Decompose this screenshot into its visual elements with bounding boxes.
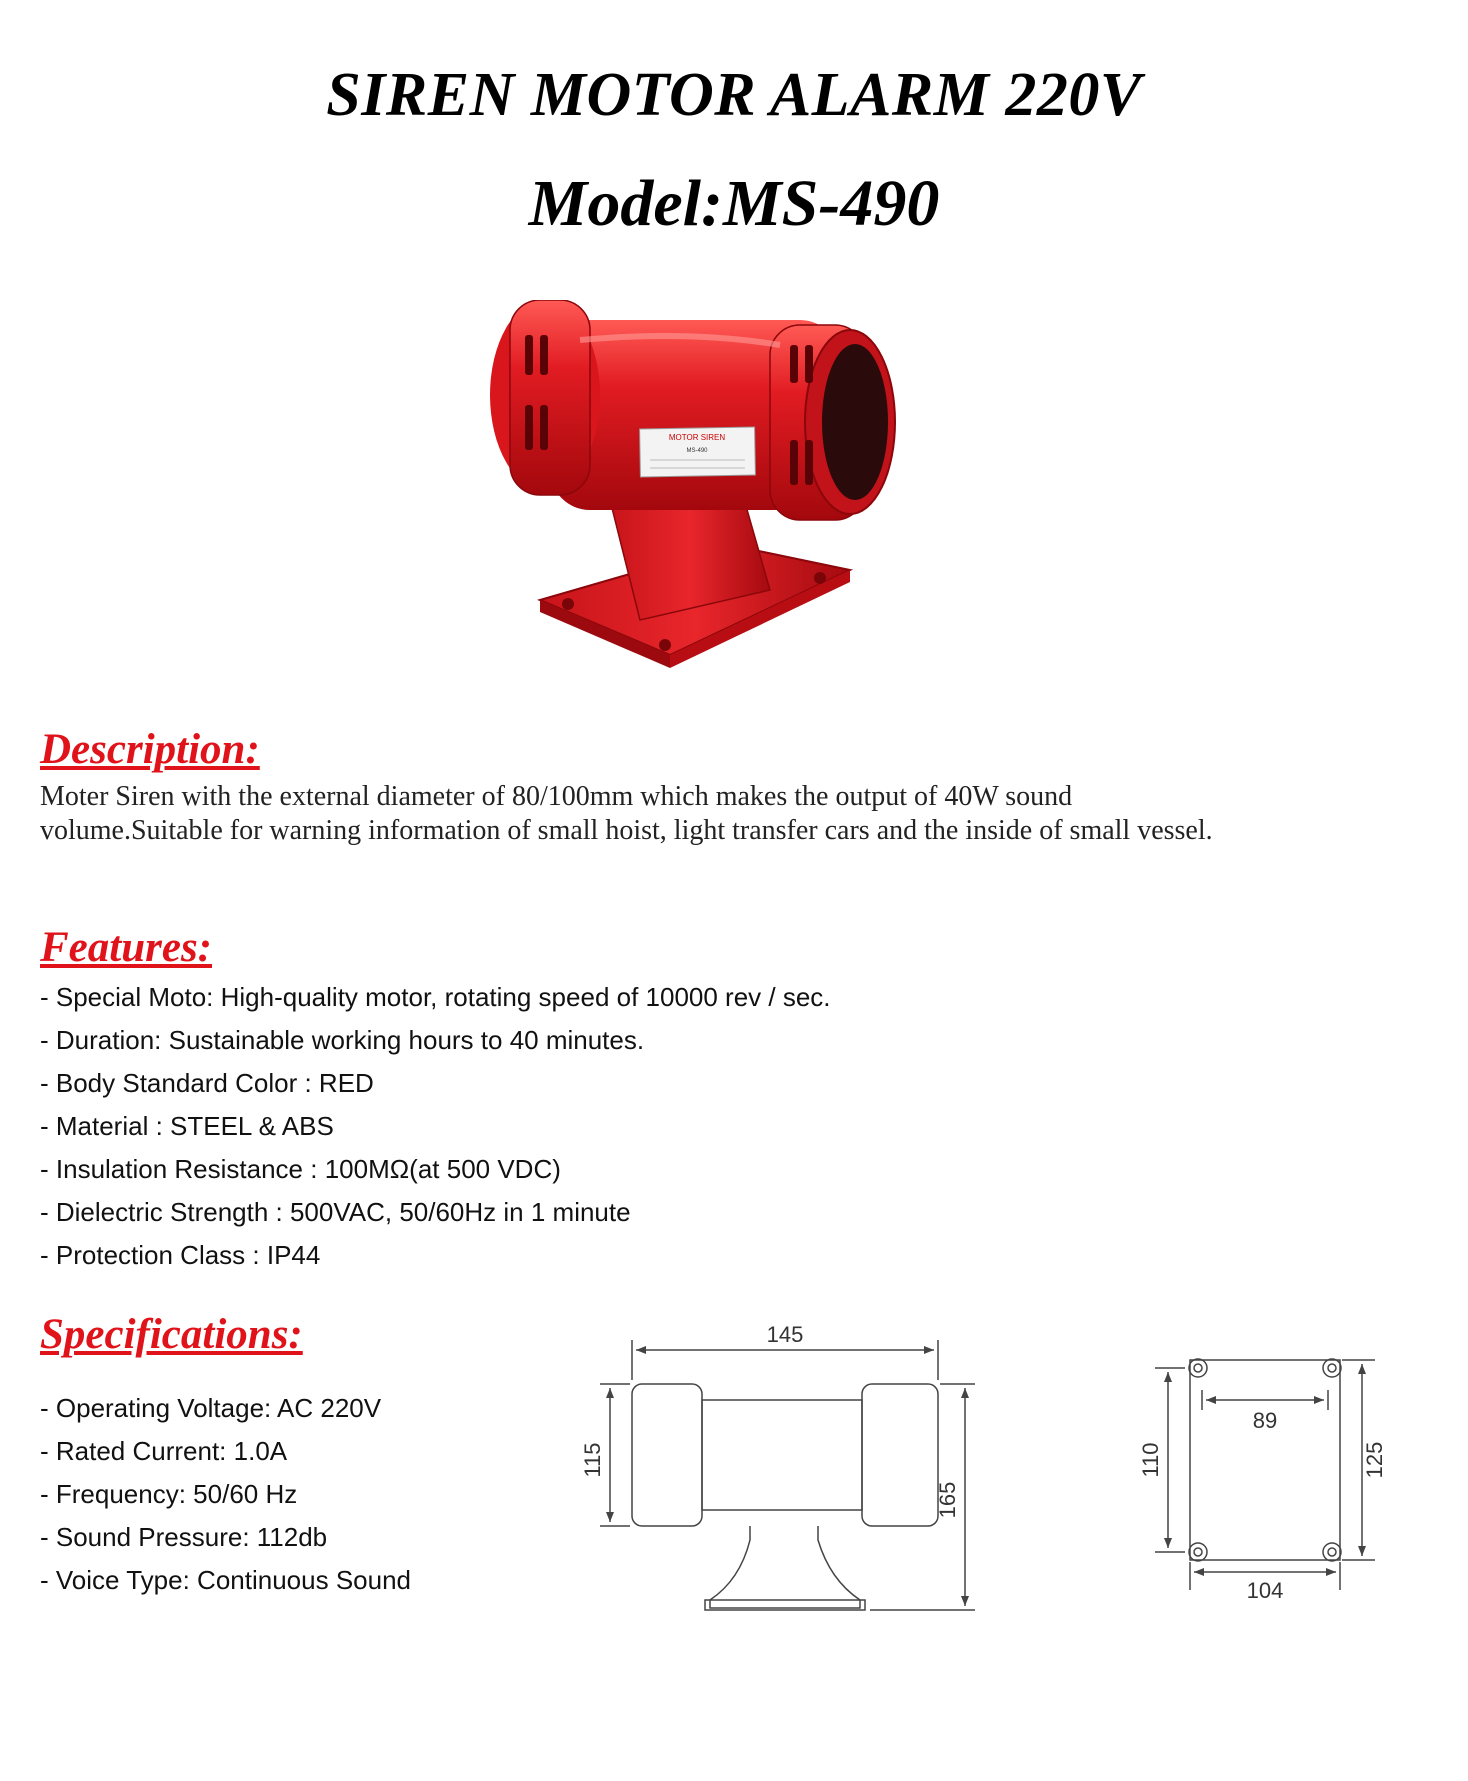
drawing-left-cap — [632, 1384, 702, 1526]
motor-siren-photo — [490, 300, 950, 690]
drawing-pedestal — [710, 1526, 860, 1608]
specifications-list — [40, 1387, 411, 1602]
spec-item: - Sound Pressure: 112db — [40, 1522, 328, 1552]
drawing-base-outline — [1190, 1360, 1340, 1560]
features-heading: Features: — [40, 924, 212, 971]
specifications-heading: Specifications: — [40, 1311, 303, 1358]
page-title: SIREN MOTOR ALARM 220V — [326, 61, 1142, 129]
dim-outer-width-label: 104 — [1246, 1578, 1284, 1603]
dim-total-height-label: 165 — [935, 1481, 960, 1519]
feature-item: - Dielectric Strength : 500VAC, 50/60Hz in 1 minute — [40, 1197, 631, 1227]
dim-body-height-label: 115 — [580, 1442, 605, 1478]
nameplate-model: MS-490 — [686, 448, 708, 454]
feature-item: - Body Standard Color : RED — [40, 1068, 374, 1098]
drawing-right-cap — [862, 1384, 938, 1526]
dim-outer-height-label: 125 — [1362, 1441, 1387, 1479]
base-plate-dimension-drawing — [1130, 1340, 1410, 1640]
feature-item: - Material : STEEL & ABS — [40, 1111, 334, 1141]
description-heading: Description: — [40, 726, 260, 773]
spec-item: - Rated Current: 1.0A — [40, 1436, 288, 1466]
model-number: Model:MS-490 — [528, 167, 940, 240]
description-text: Moter Siren with the external diameter of 80/100mm which makes the output of 40W sound volume.Suitable for warning information of small hoist, light transfer cars and the inside of small vessel. — [40, 781, 1213, 846]
spec-item: - Voice Type: Continuous Sound — [40, 1565, 411, 1595]
feature-item: - Duration: Sustainable working hours to 40 minutes. — [40, 1025, 645, 1055]
dim-width-label: 145 — [766, 1322, 804, 1347]
dim-hole-spacing-x-label: 89 — [1252, 1408, 1278, 1433]
front-view-dimension-drawing — [580, 1320, 1000, 1620]
dim-hole-spacing-y-label: 110 — [1138, 1442, 1163, 1478]
spec-item: - Operating Voltage: AC 220V — [40, 1393, 382, 1423]
nameplate-title: MOTOR SIREN — [668, 433, 726, 442]
feature-item: - Protection Class : IP44 — [40, 1240, 321, 1270]
drawing-body — [702, 1400, 862, 1510]
spec-item: - Frequency: 50/60 Hz — [40, 1479, 298, 1509]
feature-item: - Special Moto: High-quality motor, rotating speed of 10000 rev / sec. — [40, 982, 831, 1012]
feature-item: - Insulation Resistance : 100MΩ(at 500 VDC) — [40, 1154, 561, 1184]
features-list — [40, 976, 831, 1277]
